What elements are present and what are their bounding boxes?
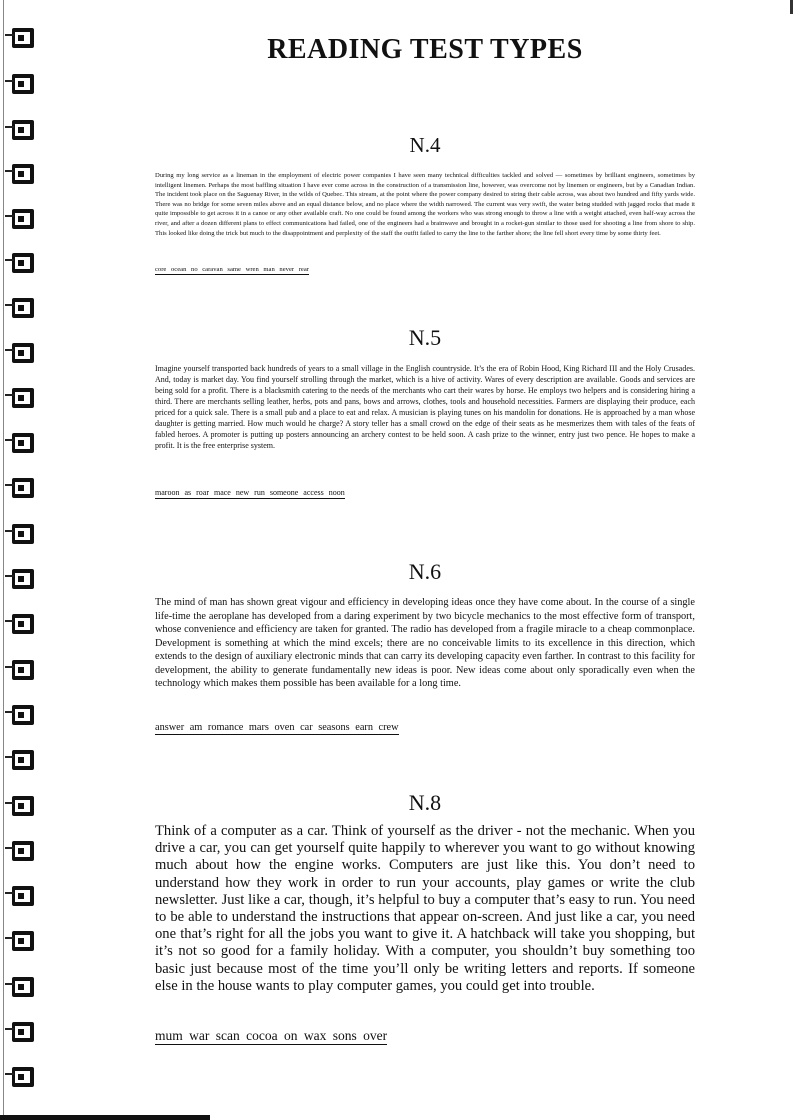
spiral-binding: [0, 0, 42, 1120]
section-heading: N.6: [408, 559, 442, 584]
binding-ring: [12, 1022, 34, 1042]
binding-ring: [12, 524, 34, 544]
section-paragraph: Think of a computer as a car. Think of yourself as the driver - not the mechanic. When you drive a car, you can get yourself quite happily to wherever you want to go without knowing much about how the engine works. Computers are just like this. You don’t need to understand how they work in order to run your accounts, play games or write the club newsletter. Just like a car, though, it’s helpful to buy a computer that’s easy to run. You need to be able to understand the instructions that appear on-screen. And just like a car, you need one that’s right for all the jobs you want to give it. A hatchback will take you shopping, but it’s not so good for a family holiday. With a computer, you shouldn’t buy something too basic just because most of the time you’ll only be writing letters and reports. If someone else in the house wants to play computer games, you could get into trouble.: [155, 823, 695, 994]
binding-ring: [12, 931, 34, 951]
bottom-scan-edge: [0, 1115, 210, 1120]
binding-ring: [12, 1067, 34, 1087]
page-title: READING TEST TYPES: [267, 34, 583, 65]
word-list: core ocean no caravan same wren man never rear: [155, 266, 309, 273]
word-list: mum war scan cocoa on wax sons over: [155, 1028, 388, 1043]
binding-ring: [12, 164, 34, 184]
binding-ring: [12, 841, 34, 861]
binding-ring: [12, 298, 34, 318]
section-heading: N.4: [409, 133, 441, 157]
page-edge: [3, 0, 4, 1120]
binding-ring: [12, 750, 34, 770]
binding-ring: [12, 478, 34, 498]
binding-ring: [12, 388, 34, 408]
binding-ring: [12, 569, 34, 589]
binding-ring: [12, 28, 34, 48]
scan-mark: [790, 0, 793, 14]
section-paragraph: Imagine yourself transported back hundreds of years to a small village in the English countryside. It’s the era of Robin Hood, King Richard III and the Holy Crusades. And, today is market day. You find yourself strolling through the market, which is a hive of activity. Wares of every description are available. Goods and services are being sold for a profit. There is a blacksmith catering to the needs of the merchants who cart their wares by horse. He employs two helpers and is considering hiring a third. There are merchants selling leather, herbs, pots and pans, bows and arrows, clothes, tools and household necessities. Farmers are displaying their produce, each priced for a quick sale. There is a small pub and a place to eat and relax. A musician is playing tunes on his mandolin for donations. He is approached by a man whose daughter is getting married. How much would he charge? A story teller has a small crowd on the edge of their seats as he mesmerizes them with tales of the feats of fabled heroes. A promoter is putting up posters announcing an archery contest to be held soon. A cash prize to the winner, entry just two pence. He hopes to make a profit. It is the free enterprise system.: [155, 364, 695, 450]
binding-ring: [12, 433, 34, 453]
binding-ring: [12, 705, 34, 725]
binding-ring: [12, 977, 34, 997]
binding-ring: [12, 343, 34, 363]
word-list: maroon as roar mace new run someone access noon: [155, 488, 345, 497]
section-heading: N.8: [408, 790, 442, 815]
binding-ring: [12, 660, 34, 680]
binding-ring: [12, 120, 34, 140]
word-list: answer am romance mars oven car seasons earn crew: [155, 722, 399, 733]
binding-ring: [12, 74, 34, 94]
binding-ring: [12, 209, 34, 229]
section-heading: N.5: [408, 325, 442, 350]
binding-ring: [12, 253, 34, 273]
binding-ring: [12, 796, 34, 816]
binding-ring: [12, 886, 34, 906]
section-paragraph: During my long service as a lineman in the employment of electric power companies I have seen many technical difficulties tackled and solved — sometimes by brilliant engineers, sometimes by intelligent linemen. Perhaps the most baffling situation I have ever come across in the construction of a transmission line, however, was overcome not by linemen or engineers, but by a Canadian Indian. The incident took place on the Saguenay River, in the wilds of Quebec. This stream, at the point where the power company desired to string their cable across, was about two hundred and fifty yards wide. There was no bridge for some seven miles above and an equal distance below, and no place where the width narrowed. The current was very swift, the water being studded with jagged rocks that made it quite impossible to get across it in a canoe or any other available craft. No one could be found among the workers who was strong enough to throw a line with a weight attached, even half-way across the river, and after a dozen different plans to effect communications had failed, one of the engineers had a brainwave and brought in a rocket-gun similar to those used for shooting a line from shore to ship. This looked like doing the trick but much to the disappointment and perplexity of the staff the outfit failed to carry the line to the farther shore; the line fell short every time by some thirty feet.: [155, 172, 695, 237]
section-paragraph: The mind of man has shown great vigour and efficiency in developing ideas once they have come about. In the course of a single life-time the aeroplane has developed from a daring experiment by two bicycle mechanics to the most effective form of transport, whose convenience and efficiency are taken for granted. The radio has developed from a fragile miracle to a cheap commonplace. Development is something at which the mind excels; there are no conceivable limits to its excellence in this direction, which extends to the design of auxiliary electronic minds that can carry its developing capacity even farther. In contrast to this facility for development, the ability to generate fundamentally new ideas is poor. New ideas come about only sporadically even when the technology which makes them possible has been available for a long time.: [155, 597, 695, 689]
binding-ring: [12, 614, 34, 634]
